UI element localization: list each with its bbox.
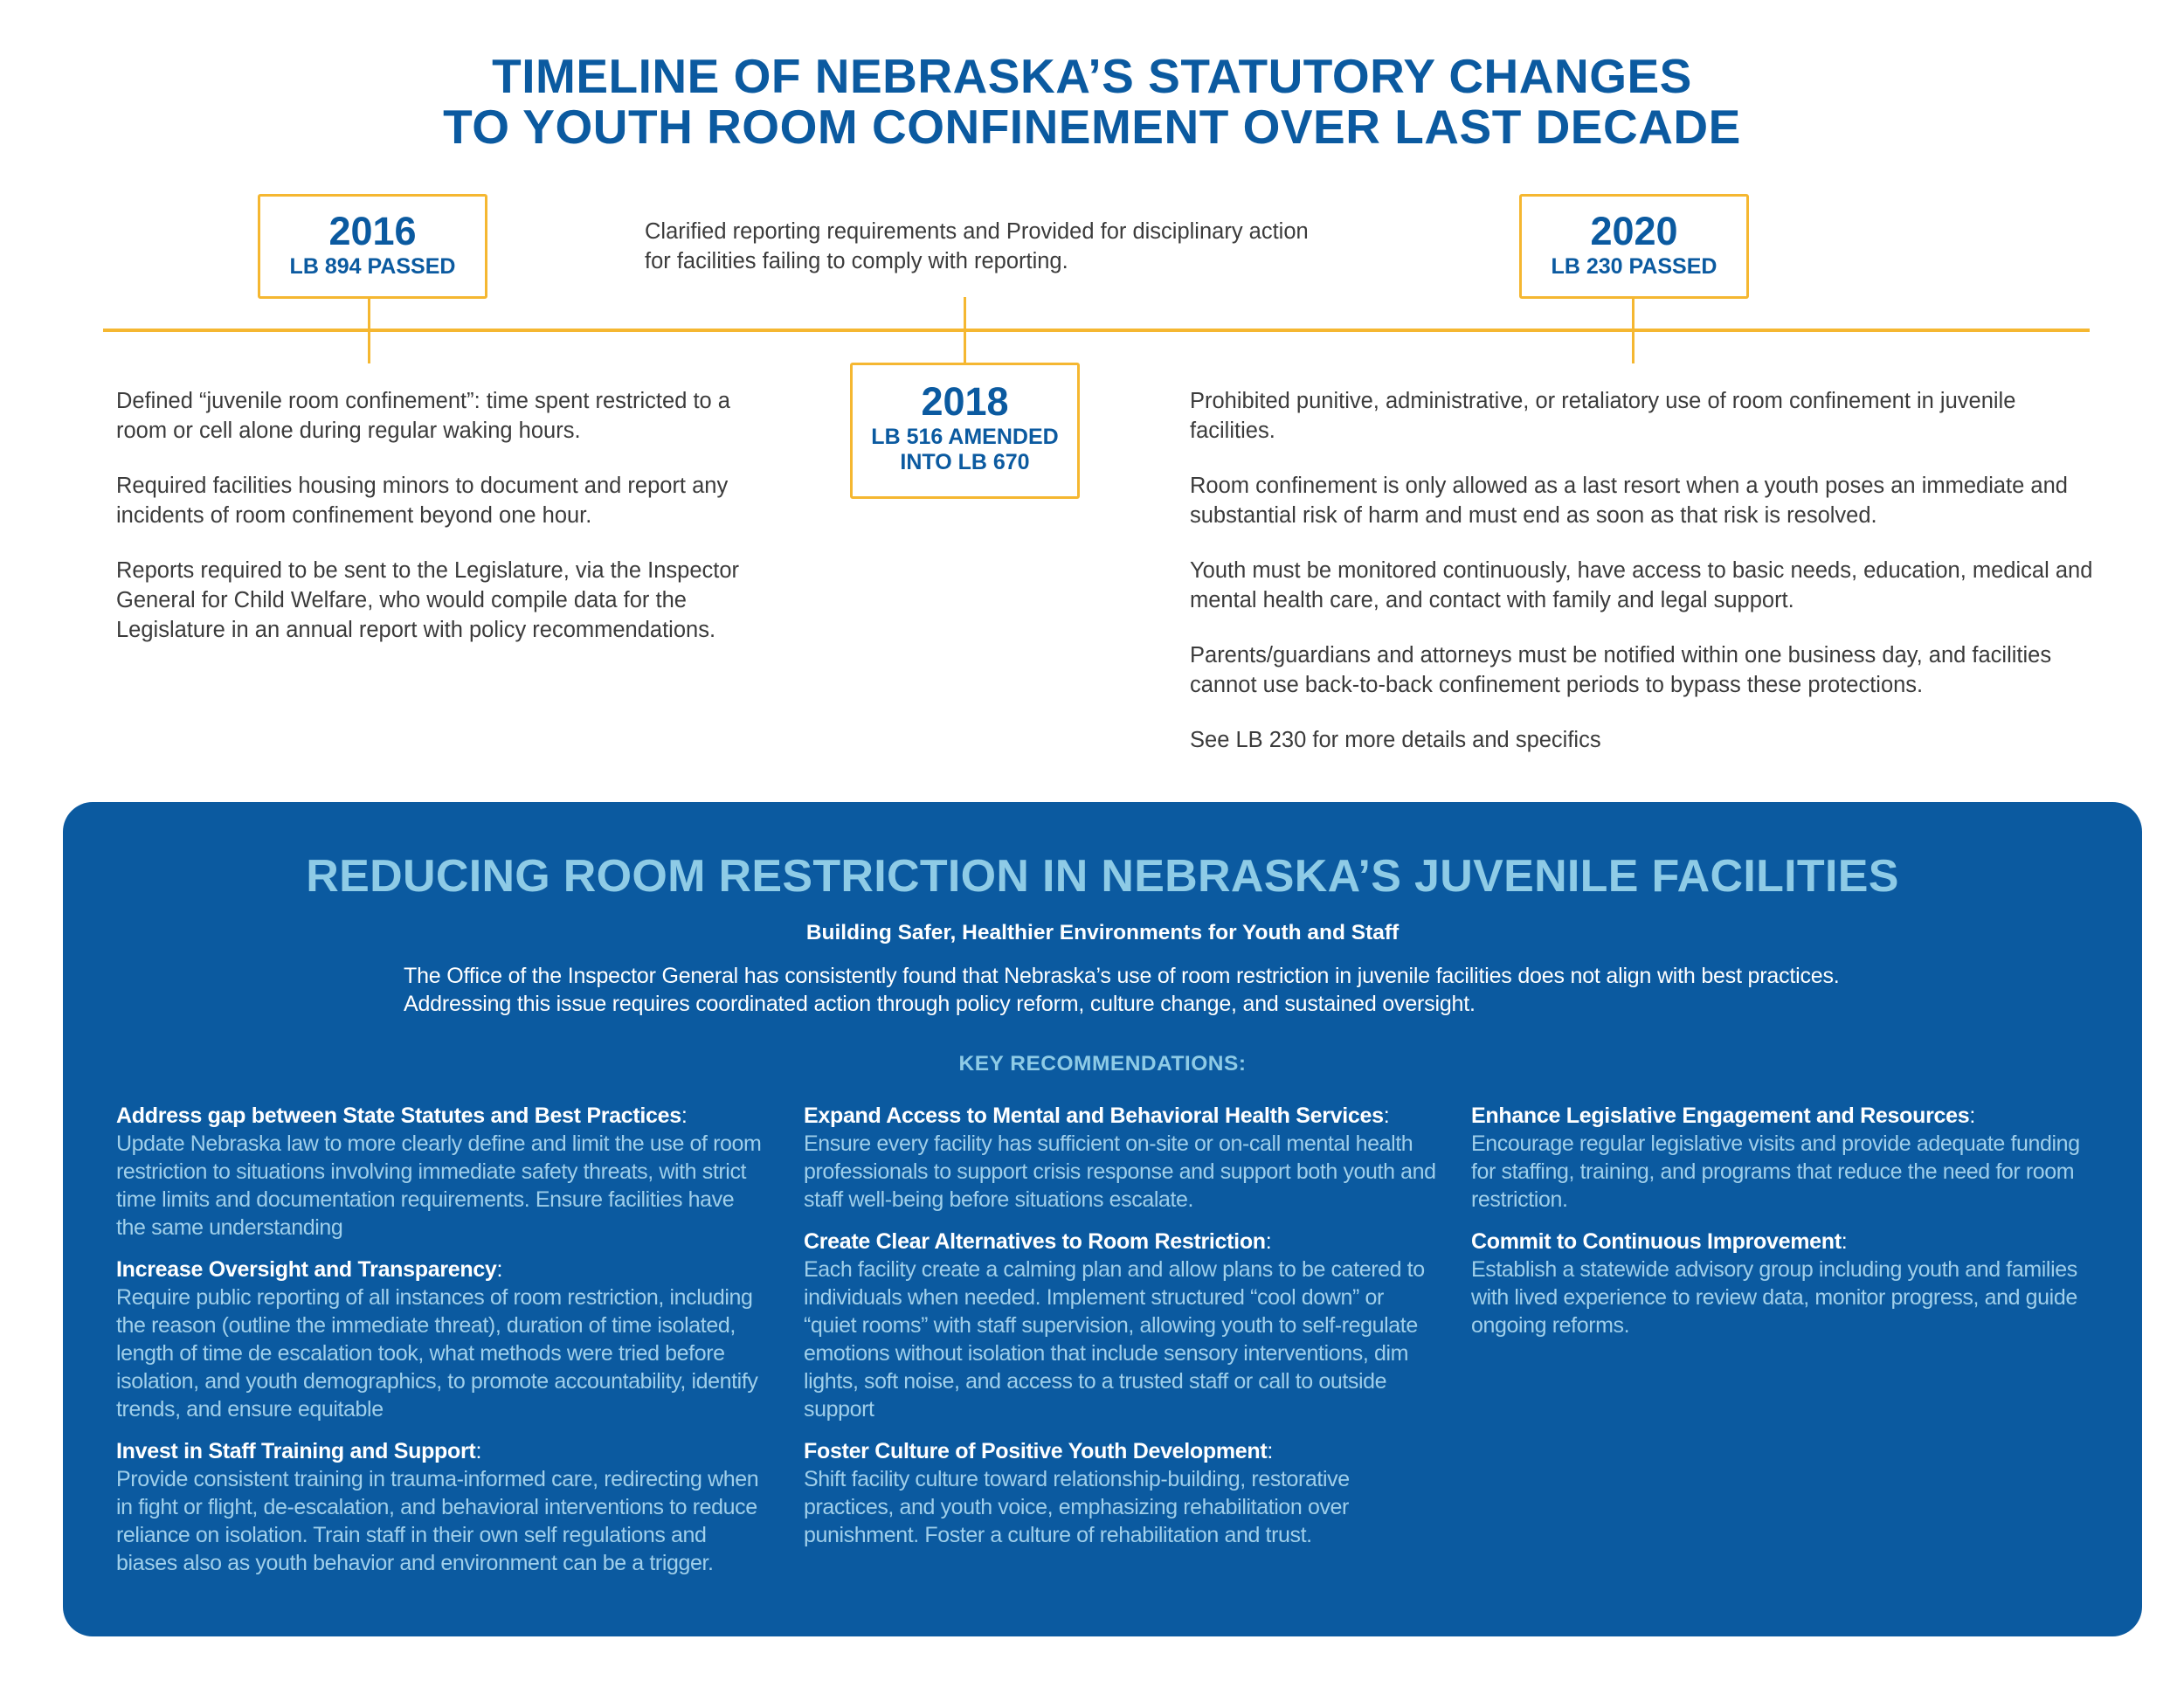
year-2020: 2020 [1590, 209, 1678, 253]
recommendation-title: Invest in Staff Training and Support: [116, 1439, 482, 1463]
recommendation-body: Provide consistent training in trauma-informed care, redirecting when in fight or flight, de-escalation, and behavioral interventions to reduce reliance on isolation. Train staff in their own self regulations and biases also as youth behavior and environment can be a trigger. [116, 1467, 759, 1575]
key-recommendations-label: KEY RECOMMENDATIONS: [958, 1052, 1247, 1076]
title-line-2: TO YOUTH ROOM CONFINEMENT OVER LAST DECADE [443, 100, 1741, 154]
title-line-1: TIMELINE OF NEBRASKA’S STATUTORY CHANGES [492, 49, 1692, 103]
recommendations-column-3 [1471, 1102, 2083, 1353]
title-colon: : [681, 1103, 688, 1128]
year-box-2016 [258, 194, 487, 299]
recommendation [804, 1228, 1441, 1423]
timeline-tick-2018 [964, 297, 966, 363]
recommendation-body: Each facility create a calming plan and allow plans to be catered to individuals when needed. Implement structured “cool down” or “quiet rooms” with staff supervision, allowing youth to self-regulate emotions without isolation that include sensory interventions, dim lights, soft noise, and access to a trusted staff or call to outside support [804, 1257, 1425, 1422]
details-2020-paragraph: Room confinement is only allowed as a last resort when a youth poses an immediate and substantial risk of harm and must end as soon as that risk is resolved. [1190, 474, 2068, 528]
details-2020 [1190, 386, 2094, 780]
description-2018: Clarified reporting requirements and Provided for disciplinary action for facilities failing to comply with reporting. [645, 219, 1309, 273]
recommendation [804, 1102, 1441, 1214]
recommendations-column-1 [116, 1102, 767, 1591]
recommendation-body: Encourage regular legislative visits and provide adequate funding for staffing, training, and programs that reduce the need for room restriction. [1471, 1131, 2080, 1212]
year-2016: 2016 [328, 209, 417, 253]
details-2020-paragraph: Prohibited punitive, administrative, or retaliatory use of room confinement in juvenile facilities. [1190, 389, 2016, 443]
recommendation-body: Ensure every facility has sufficient on-site or on-call mental health professionals to support crisis response and support both youth and staff well-being before situations escalate. [804, 1131, 1436, 1212]
law-2020: LB 230 PASSED [1551, 254, 1717, 279]
year-box-2018 [850, 363, 1080, 499]
recommendations-panel [63, 802, 2142, 1636]
recommendation [1471, 1228, 2083, 1339]
title-colon: : [1267, 1439, 1274, 1463]
recommendation-title: Create Clear Alternatives to Room Restriction: [804, 1229, 1272, 1254]
recommendation-title: Foster Culture of Positive Youth Development: [804, 1439, 1274, 1463]
details-2016 [116, 386, 754, 670]
details-2020-paragraph: Parents/guardians and attorneys must be notified within one business day, and facilities cannot use back-to-back confinement periods to bypass these protections. [1190, 643, 2052, 697]
title-colon: : [1969, 1103, 1975, 1128]
recommendations-column-2 [804, 1102, 1441, 1563]
recommendation-body: Require public reporting of all instances of room restriction, including the reason (outline the immediate threat), duration of time isolated, length of time de escalation took, what methods were tried before isolation, and youth demographics, to promote accountability, identify trends, and ensure equitable [116, 1285, 758, 1422]
law-2018-line-2: INTO LB 670 [900, 450, 1030, 474]
title-colon: : [1841, 1229, 1848, 1254]
details-2020-paragraph: See LB 230 for more details and specifics [1190, 728, 1601, 752]
recommendation-body: Shift facility culture toward relationship-building, restorative practices, and youth voice, emphasizing rehabilitation over punishment. Foster a culture of rehabilitation and trust. [804, 1467, 1350, 1547]
recommendation-body: Update Nebraska law to more clearly define and limit the use of room restriction to situations involving immediate safety threats, with strict time limits and documentation requirements. Ensure facilities have the same understanding [116, 1131, 762, 1240]
recommendation [116, 1256, 767, 1423]
panel-intro: The Office of the Inspector General has consistently found that Nebraska’s use of room restriction in juvenile facilities does not align with best practices. Addressing this issue requires coordinated action through policy reform, culture change, and sustained oversight. [404, 964, 1840, 1016]
details-2016-paragraph: Required facilities housing minors to document and report any incidents of room confinement beyond one hour. [116, 474, 729, 528]
law-2016: LB 894 PASSED [289, 254, 456, 279]
recommendation-title: Enhance Legislative Engagement and Resources: [1471, 1103, 1975, 1128]
details-2016-paragraph: Reports required to be sent to the Legislature, via the Inspector General for Child Welfare, who would compile data for the Legislature in an annual report with policy recommendations. [116, 558, 740, 642]
title-colon: : [1383, 1103, 1390, 1128]
year-box-2020 [1519, 194, 1749, 299]
recommendation-title: Increase Oversight and Transparency: [116, 1257, 503, 1282]
timeline-axis [103, 329, 2090, 332]
recommendation-title: Expand Access to Mental and Behavioral Health Services: [804, 1103, 1390, 1128]
recommendation-title: Commit to Continuous Improvement: [1471, 1229, 1848, 1254]
panel-subtitle: Building Safer, Healthier Environments for Youth and Staff [805, 921, 1400, 944]
details-2020-paragraph: Youth must be monitored continuously, have access to basic needs, education, medical and mental health care, and contact with family and legal support. [1190, 558, 2093, 612]
recommendation [116, 1102, 767, 1242]
panel-title: REDUCING ROOM RESTRICTION IN NEBRASKA’S JUVENILE FACILITIES [306, 851, 1899, 902]
recommendation [1471, 1102, 2083, 1214]
title-colon: : [496, 1257, 503, 1282]
title-colon: : [475, 1439, 482, 1463]
recommendation [804, 1437, 1441, 1549]
details-2016-paragraph: Defined “juvenile room confinement”: time spent restricted to a room or cell alone during regular waking hours. [116, 389, 730, 443]
law-2018-line-1: LB 516 AMENDED [871, 425, 1059, 449]
year-2018: 2018 [921, 379, 1009, 424]
title-colon: : [1265, 1229, 1272, 1254]
timeline-tick-2020 [1632, 297, 1635, 363]
recommendation [116, 1437, 767, 1577]
timeline-tick-2016 [368, 297, 370, 363]
recommendation-body: Establish a statewide advisory group including youth and families with lived experience to review data, monitor progress, and guide ongoing reforms. [1471, 1257, 2077, 1338]
recommendation-title: Address gap between State Statutes and Best Practices: [116, 1103, 688, 1128]
page-title [0, 51, 2184, 152]
